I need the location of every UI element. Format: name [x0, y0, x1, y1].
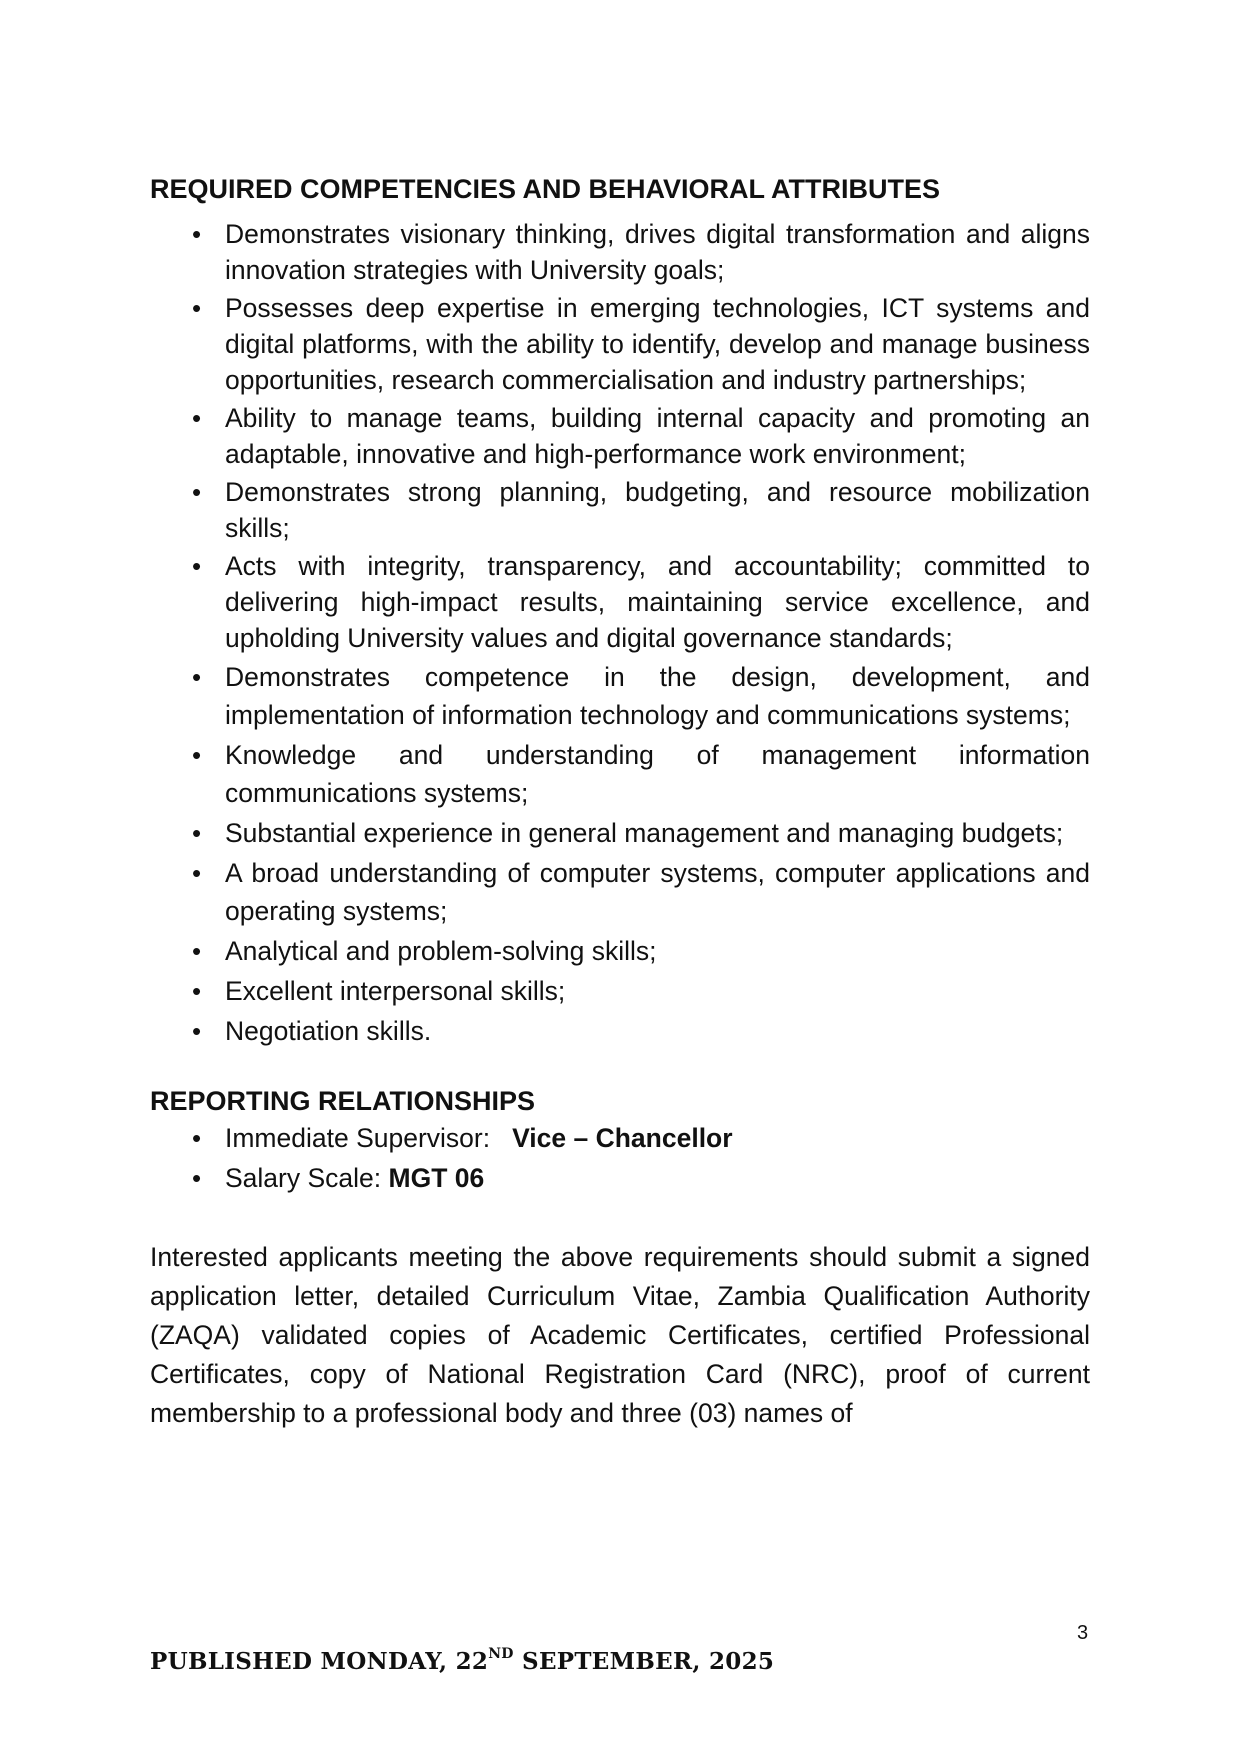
- competencies-heading: REQUIRED COMPETENCIES AND BEHAVIORAL ATTRIBUTES: [150, 174, 941, 204]
- published-footer: [150, 1648, 774, 1675]
- bullet-icon: •: [192, 936, 202, 966]
- list-item-text: Excellent interpersonal skills;: [225, 976, 566, 1006]
- salary-value: MGT 06: [388, 1163, 485, 1193]
- list-item-text: Acts with integrity, transparency, and accountability; committed to delivering high-impact results, maintaining service excellence, and upholding University values and digital governance standards;: [225, 551, 1090, 653]
- list-item: [150, 474, 1090, 546]
- salary-label: Salary Scale:: [225, 1163, 382, 1193]
- bullet-icon: •: [192, 740, 202, 770]
- reporting-heading: REPORTING RELATIONSHIPS: [150, 1086, 536, 1116]
- list-item-text: A broad understanding of computer systems, computer applications and operating systems;: [225, 858, 1090, 926]
- list-item-text: Substantial experience in general management and managing budgets;: [225, 818, 1064, 848]
- supervisor-value: Vice – Chancellor: [512, 1123, 733, 1153]
- bullet-icon: •: [192, 976, 202, 1006]
- bullet-icon: •: [192, 219, 202, 249]
- salary-item: [150, 1160, 1090, 1196]
- list-item: [150, 972, 1090, 1010]
- application-paragraph: Interested applicants meeting the above requirements should submit a signed application letter, detailed Curriculum Vitae, Zambia Qualification Authority (ZAQA) validated copies of Academic Certificates, certified Professional Certificates, copy of National Registration Card (NRC), proof of current membership to a professional body and three (03) names of: [150, 1242, 1090, 1428]
- list-item-text: Ability to manage teams, building internal capacity and promoting an adaptable, innovative and high-performance work environment;: [225, 403, 1090, 469]
- bullet-icon: •: [192, 403, 202, 433]
- list-item-text: Negotiation skills.: [225, 1016, 432, 1046]
- list-item: [150, 1012, 1090, 1050]
- supervisor-item: [150, 1120, 1090, 1156]
- list-item-text: Possesses deep expertise in emerging technologies, ICT systems and digital platforms, with the ability to identify, develop and manage business opportunities, research commercialisation and industry partnerships;: [225, 293, 1090, 395]
- list-item: [150, 658, 1090, 734]
- competencies-list: [150, 216, 1090, 1050]
- list-item-text: Demonstrates competence in the design, development, and implementation of information technology and communications systems;: [225, 662, 1090, 730]
- supervisor-label: Immediate Supervisor:: [225, 1123, 491, 1153]
- bullet-icon: •: [192, 818, 202, 848]
- footer-superscript: ND: [488, 1646, 514, 1662]
- list-item: [150, 400, 1090, 472]
- bullet-icon: •: [192, 1163, 202, 1193]
- list-item: [150, 216, 1090, 288]
- bullet-icon: •: [192, 1016, 202, 1046]
- list-item: [150, 736, 1090, 812]
- bullet-icon: •: [192, 551, 202, 581]
- bullet-icon: •: [192, 662, 202, 692]
- bullet-icon: •: [192, 858, 202, 888]
- footer-suffix: SEPTEMBER, 2025: [513, 1648, 775, 1675]
- list-item: [150, 290, 1090, 398]
- list-item-text: Analytical and problem-solving skills;: [225, 936, 657, 966]
- list-item: [150, 548, 1090, 656]
- bullet-icon: •: [192, 477, 202, 507]
- reporting-list: [150, 1120, 1090, 1196]
- bullet-icon: •: [192, 293, 202, 323]
- bullet-icon: •: [192, 1123, 202, 1153]
- list-item-text: Demonstrates visionary thinking, drives digital transformation and aligns innovation strategies with University goals;: [225, 219, 1090, 285]
- list-item: [150, 854, 1090, 930]
- list-item-text: Demonstrates strong planning, budgeting, and resource mobilization skills;: [225, 477, 1090, 543]
- page-number: 3: [1077, 1622, 1089, 1644]
- page-content: [150, 170, 1090, 1460]
- footer-prefix: PUBLISHED MONDAY, 22: [150, 1648, 489, 1675]
- list-item: [150, 814, 1090, 852]
- list-item-text: Knowledge and understanding of management information communications systems;: [225, 740, 1090, 808]
- list-item: [150, 932, 1090, 970]
